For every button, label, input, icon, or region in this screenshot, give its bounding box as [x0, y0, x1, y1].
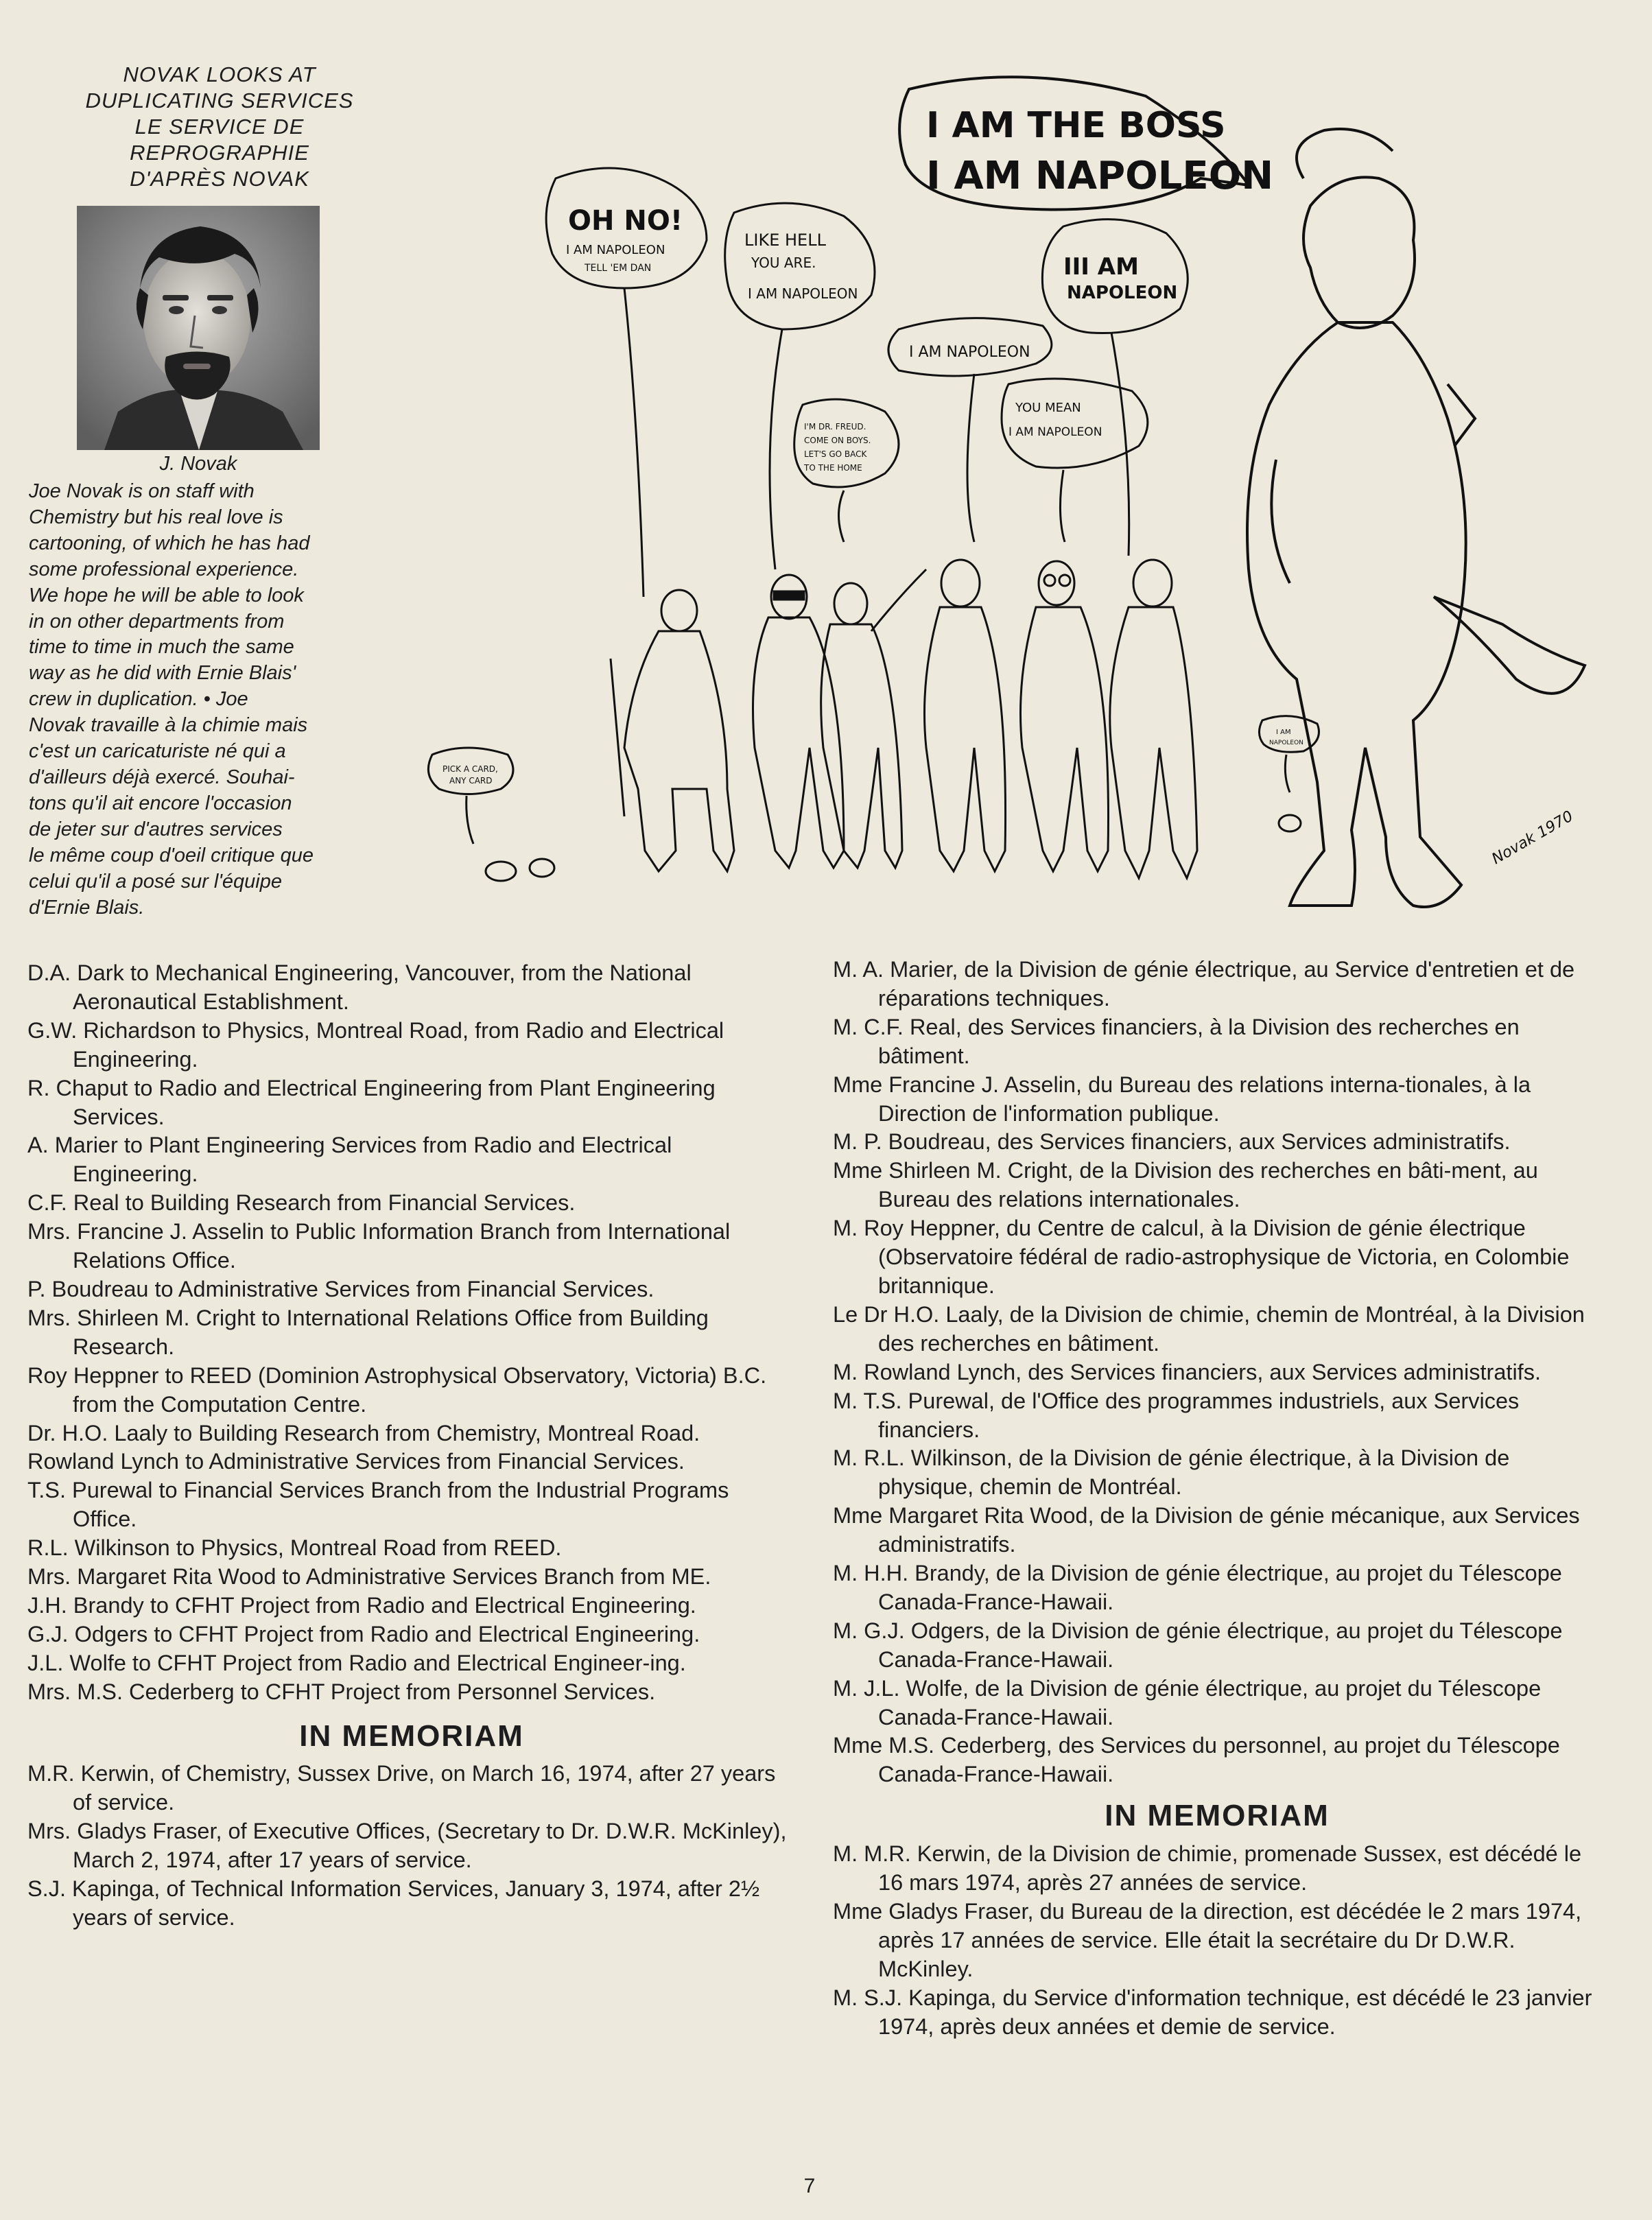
boss-bubble-line2: I AM NAPOLEON — [926, 154, 1274, 198]
photo-caption: J. Novak — [159, 453, 237, 475]
memoriam-item: M. M.R. Kerwin, de la Division de chimie, promenade Sussex, est décédé le 16 mars 1974, après 27 années de service. — [833, 1841, 1582, 1896]
list-item: J.L. Wolfe to CFHT Project from Radio and Electrical Engineer-ing. — [27, 1650, 686, 1675]
staff-figures — [486, 560, 1301, 881]
third-bubble-line1: III AM — [1063, 253, 1139, 281]
list-item: Mme Francine J. Asselin, du Bureau des relations interna-tionales, à la Direction de l'information publique. — [833, 1072, 1531, 1126]
i-am-napoleon-text: I AM NAPOLEON — [909, 344, 1030, 361]
bio-line: in on other departments from — [29, 610, 285, 633]
list-item: M. A. Marier, de la Division de génie électrique, au Service d'entretien et de réparations techniques. — [833, 957, 1575, 1011]
bio-line: crew in duplication. • Joe — [29, 688, 248, 711]
bio-line: c'est un caricaturiste né qui a — [29, 740, 286, 763]
like-hell-line3: I AM NAPOLEON — [748, 285, 858, 302]
list-item: Rowland Lynch to Administrative Services from Financial Services. — [27, 1449, 685, 1474]
oh-no-line2: I AM NAPOLEON — [566, 243, 665, 257]
left-column — [27, 959, 796, 1933]
list-item: C.F. Real to Building Research from Financial Services. — [27, 1190, 576, 1216]
artist-signature: Novak 1970 — [1489, 807, 1577, 869]
mouse-line2: NAPOLEON — [1269, 740, 1303, 746]
mouse-line1: I AM — [1276, 729, 1291, 736]
bio-line: Joe Novak is on staff with — [29, 480, 255, 502]
list-item: M. Roy Heppner, du Centre de calcul, à la Division de génie électrique (Observatoire fédéral de radio-astrophysique de Victoria, en Colombie britannique. — [833, 1216, 1570, 1298]
freud-line3: LET'S GO BACK — [804, 449, 867, 459]
list-item: Mme Margaret Rita Wood, de la Division de génie mécanique, aux Services administratifs. — [833, 1503, 1580, 1557]
bio-line: de jeter sur d'autres services — [29, 818, 283, 840]
freud-line2: COME ON BOYS. — [804, 436, 871, 445]
memoriam-item: S.J. Kapinga, of Technical Information Services, January 3, 1974, after 2½ years of service. — [27, 1876, 760, 1930]
napoleon-cartoon — [405, 62, 1598, 919]
list-item: Mme M.S. Cederberg, des Services du personnel, au projet du Télescope Canada-France-Hawaii. — [833, 1733, 1560, 1787]
list-item: Mrs. Francine J. Asselin to Public Information Branch from International Relations Office. — [27, 1219, 731, 1273]
list-item: T.S. Purewal to Financial Services Branch from the Industrial Programs Office. — [27, 1478, 729, 1532]
napoleon-figure — [1247, 129, 1585, 907]
page-number: 7 — [803, 2175, 816, 2197]
headline-line: DUPLICATING SERVICES — [85, 88, 354, 113]
list-item: G.W. Richardson to Physics, Montreal Road, from Radio and Electrical Engineering. — [27, 1017, 724, 1072]
list-item: M. P. Boudreau, des Services financiers, aux Services administratifs. — [833, 1129, 1511, 1155]
list-item: Mrs. Margaret Rita Wood to Administrative Services Branch from ME. — [27, 1564, 711, 1590]
memoriam-item: M. S.J. Kapinga, du Service d'information technique, est décédé le 23 janvier 1974, après deux années et demie de service. — [833, 1985, 1592, 2039]
headline-line: LE SERVICE DE — [134, 115, 305, 139]
list-item: Roy Heppner to REED (Dominion Astrophysical Observatory, Victoria) B.C. from the Computation Centre. — [27, 1362, 767, 1417]
headline-line: NOVAK LOOKS AT — [123, 62, 316, 86]
memoriam-item: M.R. Kerwin, of Chemistry, Sussex Drive, on March 16, 1974, after 27 years of service. — [27, 1761, 776, 1815]
list-item: M. C.F. Real, des Services financiers, à la Division des recherches en bâtiment. — [833, 1014, 1520, 1068]
bio-line: some professional experience. — [29, 558, 299, 580]
list-item: M. T.S. Purewal, de l'Office des programmes industriels, aux Services financiers. — [833, 1388, 1520, 1442]
boss-bubble-line1: I AM THE BOSS — [926, 105, 1226, 146]
like-hell-line1: LIKE HELL — [744, 231, 826, 250]
list-item: Mrs. M.S. Cederberg to CFHT Project from Personnel Services. — [27, 1679, 656, 1704]
list-item: A. Marier to Plant Engineering Services from Radio and Electrical Engineering. — [27, 1133, 672, 1187]
list-item: R. Chaput to Radio and Electrical Engineering from Plant Engineering Services. — [27, 1075, 716, 1129]
list-item: G.J. Odgers to CFHT Project from Radio and Electrical Engineering. — [27, 1621, 700, 1646]
list-item: Mme Shirleen M. Cright, de la Division des recherches en bâti-ment, au Bureau des relations internationales. — [833, 1158, 1538, 1212]
portrait-photo — [77, 206, 320, 450]
list-item: Dr. H.O. Laaly to Building Research from Chemistry, Montreal Road. — [27, 1420, 700, 1445]
memoriam-heading: IN MEMORIAM — [1105, 1799, 1330, 1833]
memoriam-item: Mme Gladys Fraser, du Bureau de la direction, est décédée le 2 mars 1974, après 17 années de service. Elle était la secrétaire du Dr D.W.R. McKinley. — [833, 1899, 1582, 1981]
list-item: M. H.H. Brandy, de la Division de génie électrique, au projet du Télescope Canada-France-Hawaii. — [833, 1561, 1562, 1614]
list-item: Mrs. Shirleen M. Cright to International Relations Office from Building Research. — [27, 1305, 709, 1359]
bio-line: Novak travaille à la chimie mais — [29, 714, 308, 737]
memoriam-item: Mrs. Gladys Fraser, of Executive Offices, (Secretary to Dr. D.W.R. McKinley), March 2, 1974, after 17 years of service. — [27, 1819, 787, 1873]
list-item: M. Rowland Lynch, des Services financiers, aux Services administratifs. — [833, 1359, 1541, 1384]
list-item: J.H. Brandy to CFHT Project from Radio and Electrical Engineering. — [27, 1592, 696, 1618]
pick-card-line1: PICK A CARD, — [442, 764, 498, 774]
third-bubble-line2: NAPOLEON — [1067, 283, 1178, 303]
you-mean-line1: YOU MEAN — [1015, 401, 1081, 415]
bio-line: le même coup d'oeil critique que — [29, 844, 314, 866]
bio-line: tons qu'il ait encore l'occasion — [29, 792, 292, 814]
bio-line: time to time in much the same — [29, 636, 294, 659]
freud-line1: I'M DR. FREUD. — [804, 422, 866, 432]
headline — [55, 62, 384, 192]
pick-card-line2: ANY CARD — [449, 776, 493, 786]
like-hell-line2: YOU ARE. — [751, 255, 816, 271]
bio-line: cartooning, of which he has had — [29, 532, 310, 554]
list-item: Le Dr H.O. Laaly, de la Division de chimie, chemin de Montréal, à la Division des recherches en bâtiment. — [833, 1301, 1585, 1356]
you-mean-line2: I AM NAPOLEON — [1008, 425, 1102, 439]
bio-line: d'Ernie Blais. — [29, 896, 145, 919]
bio-line: Chemistry but his real love is — [29, 506, 283, 528]
right-column — [833, 956, 1601, 2042]
list-item: M. G.J. Odgers, de la Division de génie électrique, au projet du Télescope Canada-France-Hawaii. — [833, 1618, 1563, 1672]
headline-line: REPROGRAPHIE — [130, 141, 309, 165]
list-item: M. J.L. Wolfe, de la Division de génie électrique, au projet du Télescope Canada-France-Hawaii. — [833, 1675, 1542, 1729]
freud-line4: TO THE HOME — [804, 463, 862, 473]
headline-line: D'APRÈS NOVAK — [130, 167, 309, 191]
list-item: D.A. Dark to Mechanical Engineering, Vancouver, from the National Aeronautical Establishment. — [27, 960, 692, 1014]
oh-no-text: OH NO! — [568, 205, 683, 237]
list-item: P. Boudreau to Administrative Services from Financial Services. — [27, 1276, 654, 1301]
bio-line: celui qu'il a posé sur l'équipe — [29, 870, 282, 893]
memoriam-heading: IN MEMORIAM — [299, 1719, 524, 1753]
bio-line: way as he did with Ernie Blais' — [29, 662, 296, 685]
bio-text — [29, 479, 382, 921]
oh-no-line3: TELL 'EM DAN — [585, 263, 652, 274]
list-item: M. R.L. Wilkinson, de la Division de génie électrique, à la Division de physique, chemin de Montréal. — [833, 1445, 1510, 1500]
bio-line: We hope he will be able to look — [29, 584, 304, 606]
bio-line: d'ailleurs déjà exercé. Souhai- — [29, 766, 295, 788]
list-item: R.L. Wilkinson to Physics, Montreal Road from REED. — [27, 1535, 562, 1561]
